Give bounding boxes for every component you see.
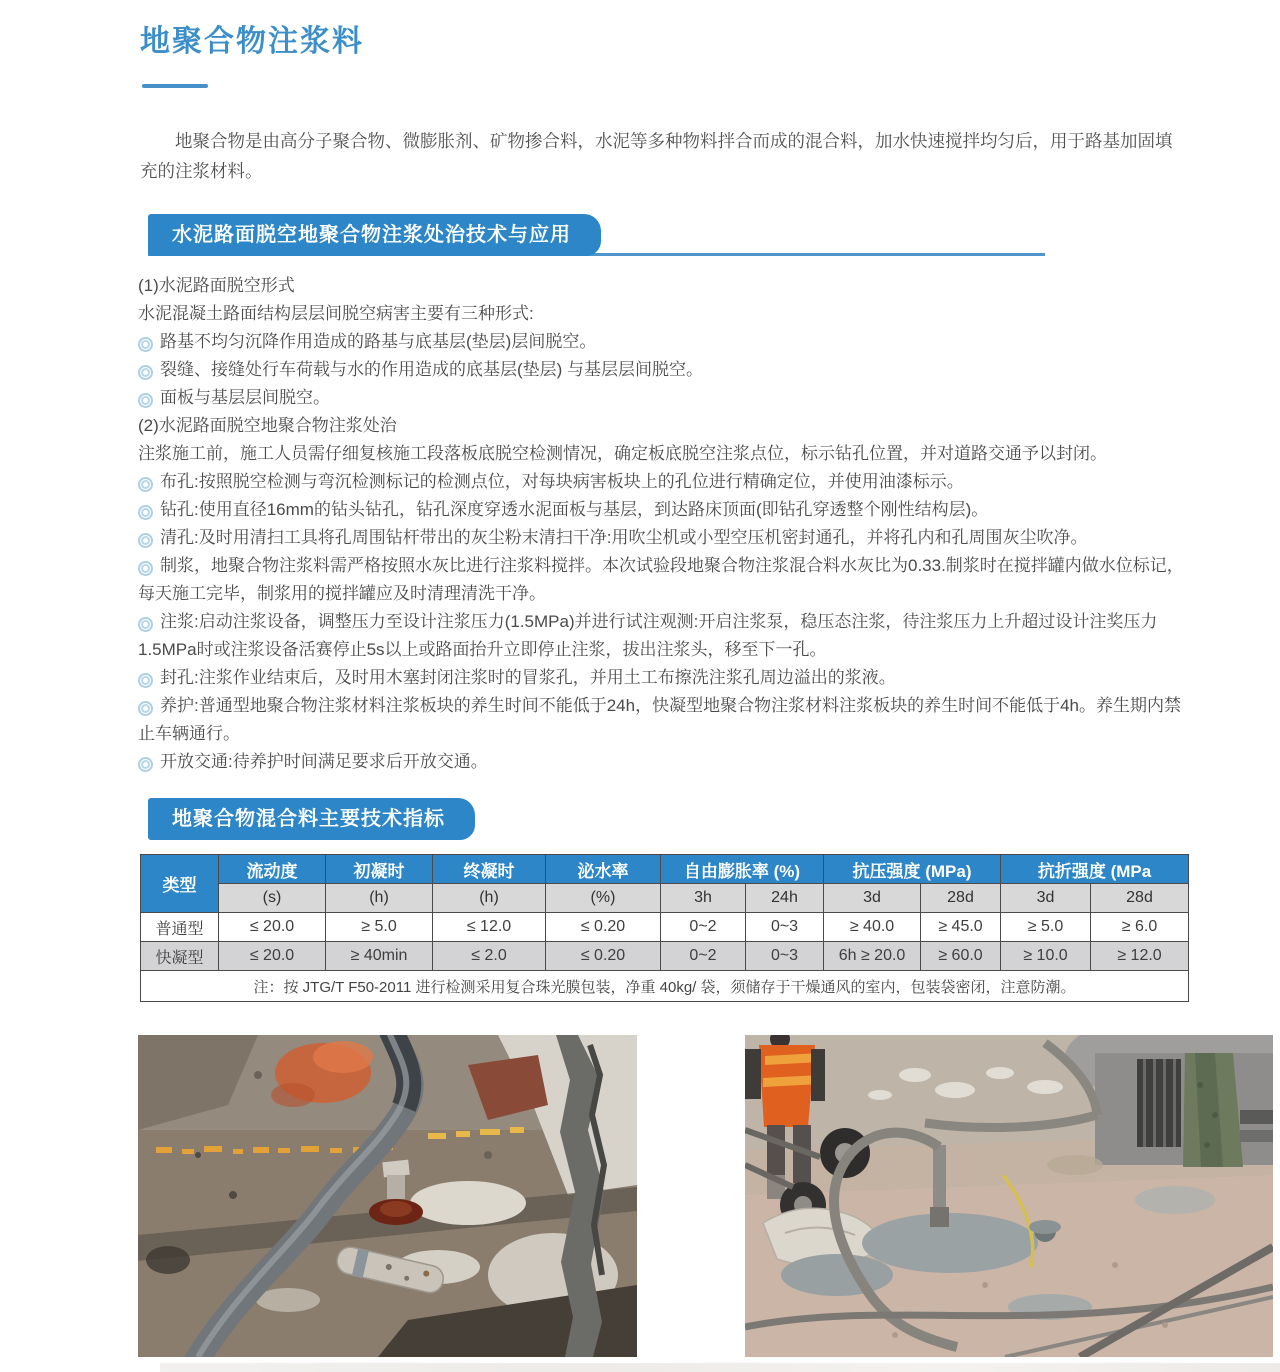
table-unit-cell: 28d: [921, 884, 1001, 913]
table-cell: 0~3: [746, 942, 824, 971]
table-unit-cell: (h): [433, 884, 546, 913]
table-cell: ≥ 12.0: [1091, 942, 1189, 971]
bullet-paragraph: 路基不均匀沉降作用造成的路基与底基层(垫层)层间脱空。: [138, 328, 1192, 356]
ring-bullet-icon: [138, 365, 153, 380]
ring-bullet-icon: [138, 505, 153, 520]
paragraph: 注浆施工前，施工人员需仔细复核施工段落板底脱空检测情况，确定板底脱空注浆点位，标示钻孔位置，并对道路交通予以封闭。: [138, 444, 1107, 463]
table-row-fast-type: [141, 942, 1189, 971]
table-cell: ≤ 0.20: [546, 913, 661, 942]
technical-spec-table: [140, 854, 1189, 1002]
table-cell: ≥ 6.0: [1091, 913, 1189, 942]
table-unit-cell: 28d: [1091, 884, 1189, 913]
intro-paragraph: 地聚合物是由高分子聚合物、微膨胀剂、矿物掺合料，水泥等多种物料拌合而成的混合料，加水快速搅拌均匀后，用于路基加固填充的注浆材料。: [140, 131, 1173, 181]
table-header-cell: 自由膨胀率 (%): [661, 855, 824, 884]
page-title: 地聚合物注浆料: [140, 25, 364, 58]
table-header-cell: 初凝时: [326, 855, 433, 884]
ring-bullet-icon: [138, 477, 153, 492]
ring-bullet-icon: [138, 617, 153, 632]
ring-bullet-icon: [138, 393, 153, 408]
ring-bullet-icon: [138, 561, 153, 576]
table-unit-cell: 3h: [661, 884, 746, 913]
bullet-paragraph: 面板与基层层间脱空。: [138, 384, 1192, 412]
table-header-cell: 类型: [141, 855, 219, 913]
table-cell: ≥ 60.0: [921, 942, 1001, 971]
table-cell: 0~2: [661, 913, 746, 942]
section1-heading: 水泥路面脱空地聚合物注浆处治技术与应用: [148, 214, 601, 256]
bullet-paragraph: 钻孔:使用直径16mm的钻头钻孔，钻孔深度穿透水泥面板与基层，到达路床顶面(即钻孔穿透整个刚性结构层)。: [138, 496, 1192, 524]
table-unit-cell: (h): [326, 884, 433, 913]
table-cell-type: 普通型: [141, 913, 219, 942]
table-header-cell: 抗压强度 (MPa): [824, 855, 1001, 884]
table-unit-cell: 24h: [746, 884, 824, 913]
paragraph: (1)水泥路面脱空形式: [138, 276, 295, 295]
table-note-cell: 注：按 JTG/T F50-2011 进行检测采用复合珠光膜包装，净重 40kg/ 袋，须储存于干燥通风的室内，包装袋密闭，注意防潮。: [141, 971, 1189, 1002]
bullet-paragraph: 制浆，地聚合物注浆料需严格按照水灰比进行注浆料搅拌。本次试验段地聚合物注浆混合料水灰比为0.33.制浆时在搅拌罐内做水位标记，每天施工完毕，制浆用的搅拌罐应及时清理清洗干净。: [138, 556, 1184, 603]
section2-banner: [140, 798, 1280, 840]
section1-banner: [140, 214, 1280, 256]
table-unit-cell: 3d: [824, 884, 921, 913]
ring-bullet-icon: [138, 337, 153, 352]
table-cell: ≤ 20.0: [219, 942, 326, 971]
table-cell: ≥ 45.0: [921, 913, 1001, 942]
bullet-paragraph: 养护:普通型地聚合物注浆材料注浆板块的养生时间不能低于24h，快凝型地聚合物注浆材料注浆板块的养生时间不能低于4h。养生期内禁止车辆通行。: [138, 696, 1181, 743]
paragraph: 水泥混凝土路面结构层层间脱空病害主要有三种形式:: [138, 304, 534, 323]
bullet-paragraph: 开放交通:待养护时间满足要求后开放交通。: [138, 748, 1192, 776]
table-header-cell: 流动度: [219, 855, 326, 884]
table-note-row: [141, 971, 1189, 1002]
table-cell: ≥ 5.0: [1001, 913, 1091, 942]
grouting-hose-on-pavement-photo: [138, 1035, 637, 1357]
ring-bullet-icon: [138, 701, 153, 716]
paragraph: (2)水泥路面脱空地聚合物注浆处治: [138, 416, 397, 435]
bullet-paragraph: 清孔:及时用清扫工具将孔周围钻杆带出的灰尘粉末清扫干净:用吹尘机或小型空压机密封通孔，并将孔内和孔周围灰尘吹净。: [138, 524, 1192, 552]
table-unit-cell: (s): [219, 884, 326, 913]
table-cell-type: 快凝型: [141, 942, 219, 971]
table-cell: ≤ 12.0: [433, 913, 546, 942]
table-cell: ≤ 0.20: [546, 942, 661, 971]
table-cell: ≥ 40min: [326, 942, 433, 971]
ring-bullet-icon: [138, 673, 153, 688]
bullet-paragraph: 裂缝、接缝处行车荷载与水的作用造成的底基层(垫层) 与基层层间脱空。: [138, 356, 1192, 384]
bullet-paragraph: 封孔:注浆作业结束后，及时用木塞封闭注浆时的冒浆孔，并用土工布擦洗注浆孔周边溢出的浆液。: [138, 664, 1192, 692]
title-underline: [142, 84, 208, 88]
section2-heading: 地聚合物混合料主要技术指标: [148, 798, 475, 840]
next-page-edge-strip: [160, 1363, 1280, 1372]
table-cell: ≥ 5.0: [326, 913, 433, 942]
bullet-paragraph: 布孔:按照脱空检测与弯沉检测标记的检测点位，对每块病害板块上的孔位进行精确定位，并使用油漆标示。: [138, 468, 1192, 496]
table-unit-cell: (%): [546, 884, 661, 913]
table-header-cell: 终凝时: [433, 855, 546, 884]
table-cell: 0~3: [746, 913, 824, 942]
table-unit-cell: 3d: [1001, 884, 1091, 913]
table-cell: 6h ≥ 20.0: [824, 942, 921, 971]
ring-bullet-icon: [138, 533, 153, 548]
table-cell: ≤ 20.0: [219, 913, 326, 942]
photo-row: [138, 1035, 1280, 1357]
table-units-row: [141, 884, 1189, 913]
construction-site-grouting-photo: [745, 1035, 1273, 1357]
table-cell: 0~2: [661, 942, 746, 971]
table-header-cell: 抗折强度 (MPa: [1001, 855, 1189, 884]
table-cell: ≥ 40.0: [824, 913, 921, 942]
ring-bullet-icon: [138, 757, 153, 772]
table-header-cell: 泌水率: [546, 855, 661, 884]
table-cell: ≥ 10.0: [1001, 942, 1091, 971]
bullet-paragraph: 注浆:启动注浆设备，调整压力至设计注浆压力(1.5MPa)并进行试注观测:开启注浆泵，稳压态注浆，待注浆压力上升超过设计注奖压力1.5MPa时或注浆设备活赛停止5s以上或路面抬升立即停止注浆，拔出注浆头，移至下一孔。: [138, 612, 1158, 659]
table-header-row-1: [141, 855, 1189, 884]
table-cell: ≤ 2.0: [433, 942, 546, 971]
table-row-normal-type: [141, 913, 1189, 942]
section1-body: [138, 272, 1192, 776]
